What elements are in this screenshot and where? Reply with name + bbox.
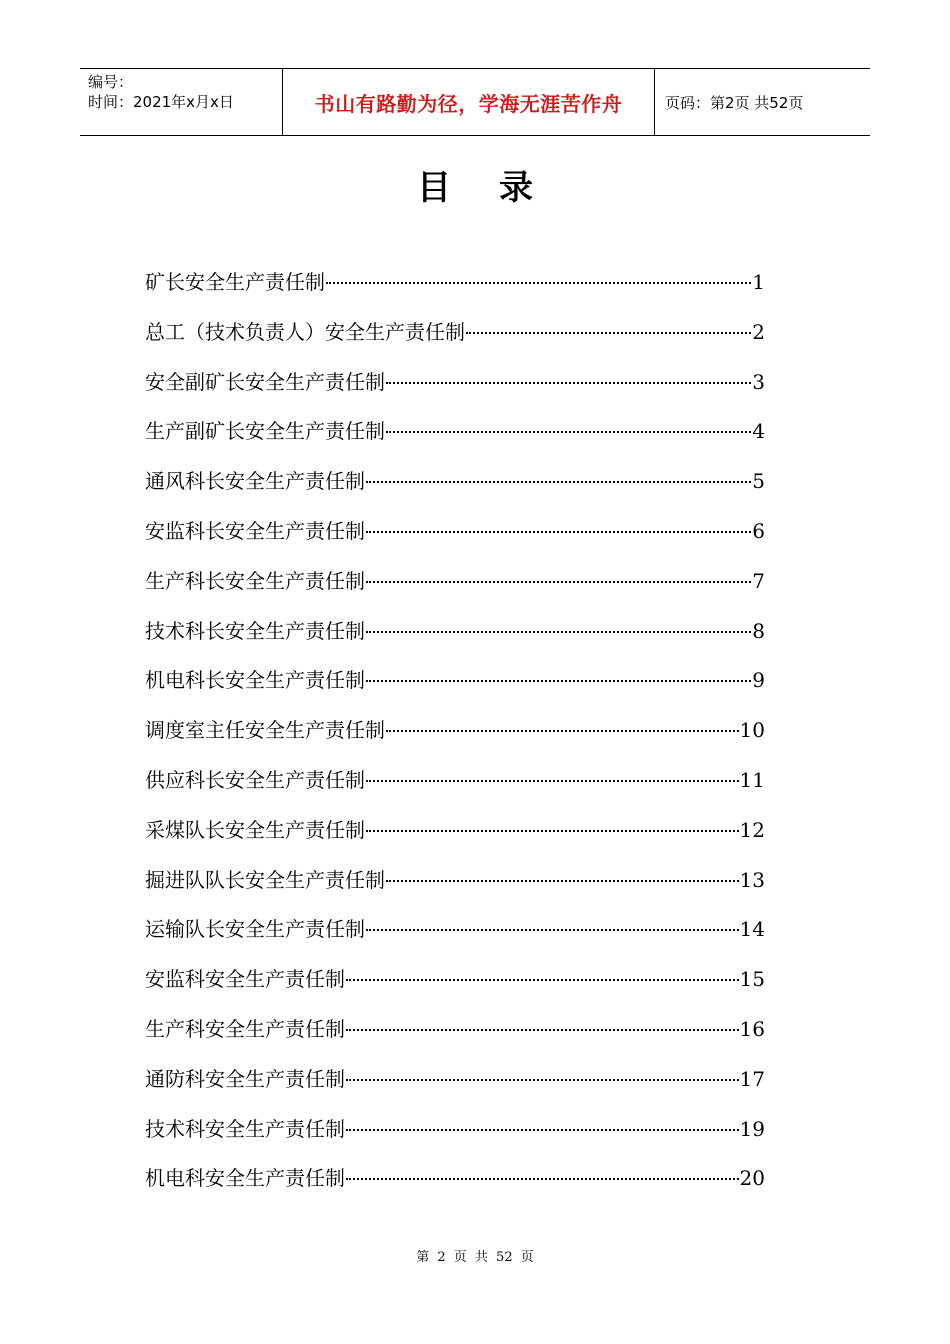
toc-entry-page: 16 — [739, 1016, 765, 1041]
toc-entry-label: 安全副矿长安全生产责任制 — [145, 369, 385, 394]
toc-entry-label: 技术科安全生产责任制 — [145, 1116, 345, 1141]
toc-entry[interactable] — [145, 316, 765, 366]
toc-dot-leader — [366, 779, 739, 782]
toc-entry-label: 运输队长安全生产责任制 — [145, 917, 365, 942]
toc-entry-label: 调度室主任安全生产责任制 — [145, 718, 385, 743]
toc-dot-leader — [366, 829, 739, 832]
toc-dot-leader — [346, 978, 739, 981]
header-motto-cell — [282, 69, 655, 135]
toc-dot-leader — [346, 1028, 739, 1031]
toc-entry-page: 13 — [739, 867, 765, 892]
toc-entry-page: 15 — [739, 967, 765, 992]
toc-entry[interactable] — [145, 565, 765, 615]
toc-entry-label: 通防科安全生产责任制 — [145, 1066, 345, 1091]
toc-entry-page: 20 — [739, 1166, 765, 1191]
toc-dot-leader — [386, 430, 751, 433]
toc-entry-page: 5 — [752, 469, 765, 494]
toc-entry[interactable] — [145, 615, 765, 665]
toc-entry[interactable] — [145, 366, 765, 416]
page-header — [80, 68, 870, 136]
toc-entry-label: 生产副矿长安全生产责任制 — [145, 419, 385, 444]
toc-entry-label: 供应科长安全生产责任制 — [145, 767, 365, 792]
toc-entry-page: 1 — [752, 270, 765, 294]
toc-entry[interactable] — [145, 1013, 765, 1063]
page-title: 目录 — [417, 168, 581, 208]
toc-entry[interactable] — [145, 963, 765, 1013]
toc-dot-leader — [366, 630, 751, 633]
header-motto: 书山有路勤为径，学海无涯苦作舟 — [314, 91, 623, 116]
toc-entry[interactable] — [145, 864, 765, 914]
toc-entry-label: 生产科安全生产责任制 — [145, 1016, 345, 1041]
toc-entry-page: 8 — [752, 618, 765, 643]
table-of-contents — [145, 266, 765, 1212]
toc-entry[interactable] — [145, 814, 765, 864]
toc-dot-leader — [366, 679, 751, 682]
toc-entry-page: 9 — [752, 668, 765, 693]
toc-dot-leader — [346, 1177, 739, 1180]
toc-entry-label: 总工（技术负责人）安全生产责任制 — [145, 319, 465, 344]
toc-dot-leader — [466, 331, 751, 334]
toc-dot-leader — [366, 480, 751, 483]
toc-entry[interactable] — [145, 913, 765, 963]
toc-entry[interactable] — [145, 1063, 765, 1113]
toc-entry[interactable] — [145, 1162, 765, 1212]
toc-entry-page: 4 — [752, 419, 765, 444]
toc-dot-leader — [366, 530, 751, 533]
toc-entry-page: 19 — [739, 1116, 765, 1141]
toc-entry-label: 生产科长安全生产责任制 — [145, 568, 365, 593]
toc-entry-page: 11 — [739, 767, 765, 792]
toc-entry[interactable] — [145, 714, 765, 764]
toc-entry[interactable] — [145, 664, 765, 714]
document-time-label: 时间：2021年x月x日 — [88, 93, 234, 111]
toc-dot-leader — [326, 281, 751, 284]
toc-entry-label: 采煤队长安全生产责任制 — [145, 817, 365, 842]
toc-entry-label: 矿长安全生产责任制 — [145, 270, 325, 294]
toc-dot-leader — [386, 381, 751, 384]
toc-entry-page: 14 — [739, 917, 765, 942]
toc-entry[interactable] — [145, 764, 765, 814]
toc-entry[interactable] — [145, 465, 765, 515]
toc-dot-leader — [346, 1078, 739, 1081]
toc-dot-leader — [366, 928, 739, 931]
page-footer: 第 2 页 共 52 页 — [416, 1250, 534, 1265]
toc-entry[interactable] — [145, 266, 765, 316]
toc-entry-label: 通风科长安全生产责任制 — [145, 469, 365, 494]
toc-entry-label: 技术科长安全生产责任制 — [145, 618, 365, 643]
header-meta — [80, 69, 282, 135]
toc-entry[interactable] — [145, 415, 765, 465]
header-page-info: 页码：第2页 共52页 — [665, 93, 804, 112]
toc-dot-leader — [346, 1128, 739, 1131]
toc-entry-label: 机电科长安全生产责任制 — [145, 668, 365, 693]
toc-entry-page: 17 — [739, 1066, 765, 1091]
document-number-label: 编号： — [88, 73, 134, 91]
toc-entry-page: 2 — [752, 319, 765, 344]
toc-entry-page: 10 — [739, 718, 765, 743]
toc-entry-page: 7 — [752, 568, 765, 593]
toc-entry-label: 机电科安全生产责任制 — [145, 1166, 345, 1191]
toc-entry-page: 12 — [739, 817, 765, 842]
toc-entry-label: 掘进队队长安全生产责任制 — [145, 867, 385, 892]
toc-entry[interactable] — [145, 515, 765, 565]
toc-dot-leader — [386, 879, 739, 882]
toc-entry-page: 3 — [752, 369, 765, 394]
toc-dot-leader — [366, 580, 751, 583]
toc-dot-leader — [386, 729, 739, 732]
toc-entry-page: 6 — [752, 518, 765, 543]
toc-entry-label: 安监科安全生产责任制 — [145, 967, 345, 992]
toc-entry-label: 安监科长安全生产责任制 — [145, 518, 365, 543]
toc-entry[interactable] — [145, 1113, 765, 1163]
